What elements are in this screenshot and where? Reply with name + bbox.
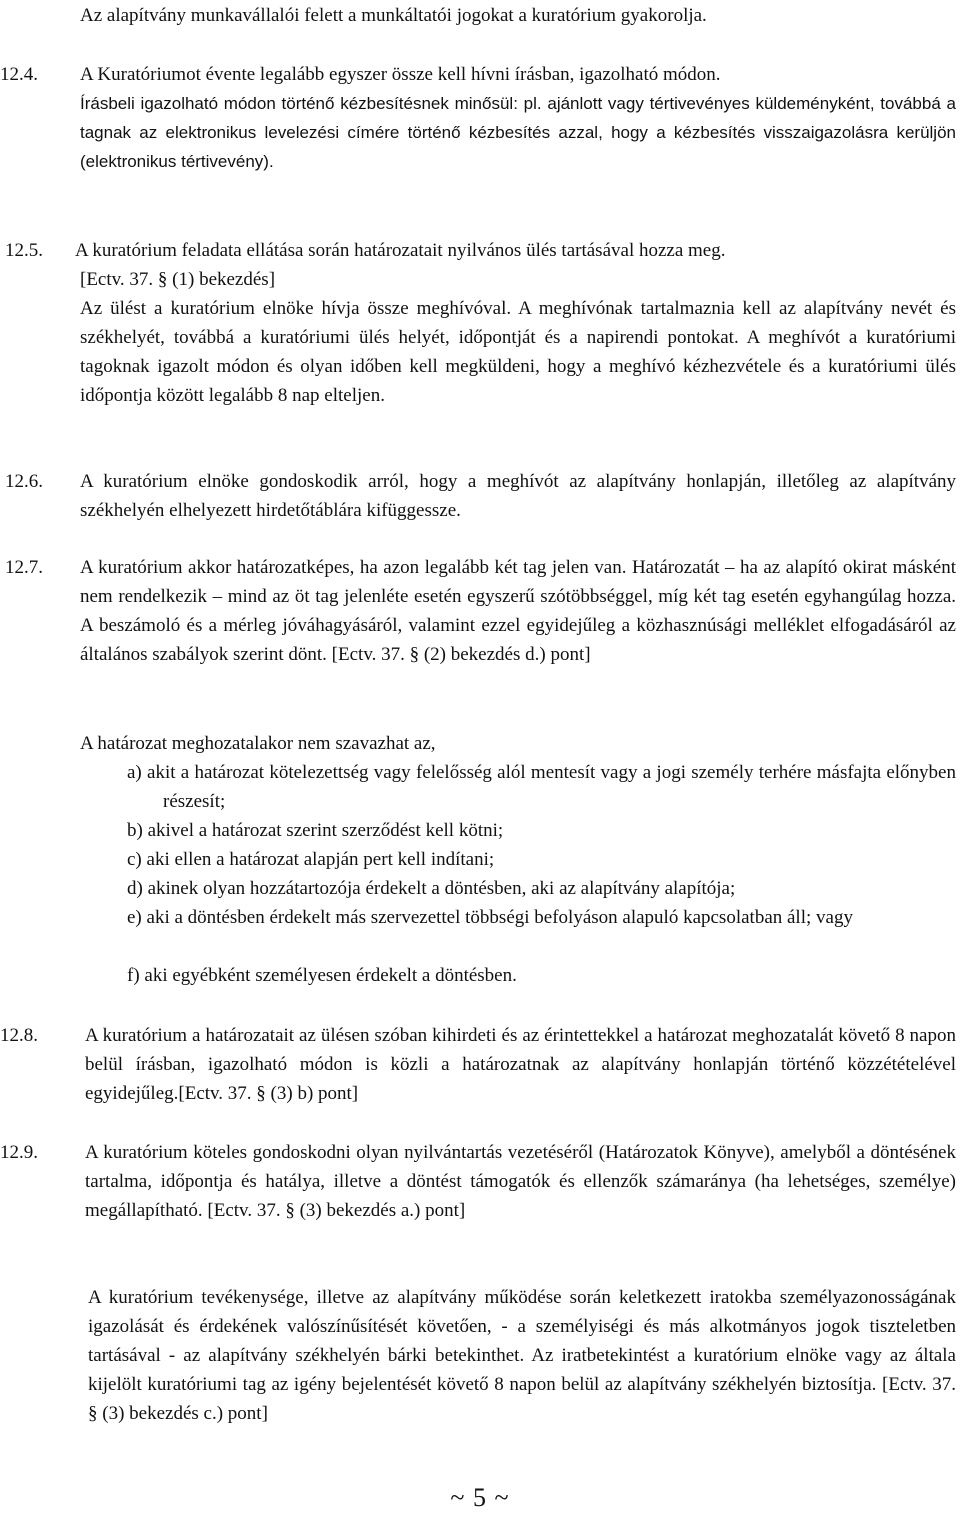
- list-item: b) akivel a határozat szerint szerződést kell kötni;: [127, 820, 504, 841]
- section-number: 12.7.: [5, 557, 43, 578]
- list-item: d) akinek olyan hozzátartozója érdekelt a döntésben, aki az alapítvány alapítója;: [127, 878, 736, 899]
- section-paragraph: A kuratórium a határozatait az ülésen szóban kihirdeti és az érintettekkel a határozat meghozatalát követő 8 napon belül írásban, igazolható módon is közli a határozatnak az alapítvány honlapján történő közzétételével egyidejűleg.[Ectv. 37. § (3) b) pont]: [85, 1025, 956, 1104]
- section-number: 12.8.: [0, 1025, 38, 1046]
- list-item: e) aki a döntésben érdekelt más szervezettel többségi befolyáson alapuló kapcsolatban áll; vagy: [127, 907, 853, 928]
- section-first-line: A kuratórium feladata ellátása során határozatait nyilvános ülés tartásával hozza meg.: [75, 240, 726, 261]
- intro-paragraph: Az alapítvány munkavállalói felett a munkáltatói jogokat a kuratórium gyakorolja.: [80, 5, 707, 26]
- section-number: 12.9.: [0, 1142, 38, 1163]
- section-number: 12.4.: [0, 64, 38, 85]
- section-number: 12.6.: [5, 471, 43, 492]
- legal-reference: [Ectv. 37. § (1) bekezdés]: [80, 269, 276, 290]
- list-item: c) aki ellen a határozat alapján pert kell indítani;: [127, 849, 495, 870]
- list-intro: A határozat meghozatalakor nem szavazhat az,: [80, 733, 436, 754]
- section-number: 12.5.: [5, 240, 43, 261]
- page-number: ~ 5 ~: [450, 1483, 510, 1512]
- section-paragraph: Az ülést a kuratórium elnöke hívja össze meghívóval. A meghívónak tartalmaznia kell az alapítvány nevét és székhelyét, továbbá a kuratóriumi ülés helyét, időpontját és a napirendi pontokat. A meghívót a kuratóriumi tagoknak igazolt módon és olyan időben kell megküldeni, hogy a meghívó kézhezvétele és a kuratóriumi ülés időpontja között legalább 8 nap elteljen.: [80, 298, 956, 406]
- section-paragraph: A kuratórium elnöke gondoskodik arról, hogy a meghívót az alapítvány honlapján, illetőleg az alapítvány székhelyén elhelyezett hirdetőtáblára kifüggessze.: [80, 471, 956, 521]
- section-paragraph: A kuratórium köteles gondoskodni olyan nyilvántartás vezetéséről (Határozatok Könyve), amelyből a döntésének tartalma, időpontja és hatálya, illetve a döntést támogatók és ellenzők számaránya (ha lehetséges, személye) megállapítható. [Ectv. 37. § (3) bekezdés a.) pont]: [85, 1142, 956, 1221]
- section-paragraph: A kuratórium akkor határozatképes, ha azon legalább két tag jelen van. Határozatát – ha az alapító okirat másként nem rendelkezik – mind az öt tag jelenléte esetén egyszerű szótöbbséggel, míg két tag esetén egyhangúlag hozza. A beszámoló és a mérleg jóváhagyásáról, valamint ezzel egyidejűleg a közhasznúsági melléklet elfogadásáról az általános szabályok szerint dönt. [Ectv. 37. § (2) bekezdés d.) pont]: [80, 557, 956, 665]
- list-item: f) aki egyébként személyesen érdekelt a döntésben.: [127, 965, 517, 986]
- section-paragraph-2: A kuratórium tevékenysége, illetve az alapítvány működése során keletkezett iratokba személyazonosságának igazolását és érdekének valószínűsítését követően, - a személyiségi és más alkotmányos jogok tiszteletben tartásával - az alapítvány székhelyén bárki betekinthet. Az iratbetekintést a kuratórium elnöke vagy az általa kijelölt kuratóriumi tag az igény bejelentését követő 8 napon belül az alapítvány székhelyén biztosítja. [Ectv. 37. § (3) bekezdés c.) pont]: [88, 1287, 956, 1424]
- section-first-line: A Kuratóriumot évente legalább egyszer össze kell hívni írásban, igazolható módon.: [80, 64, 721, 85]
- list-item: a) akit a határozat kötelezettség vagy felelősség alól mentesít vagy a jogi személy terhére másfajta előnyben részesít;: [127, 762, 956, 812]
- section-paragraph: Írásbeli igazolható módon történő kézbesítésnek minősül: pl. ajánlott vagy tértivevényes küldeményként, továbbá a tagnak az elektronikus levelezési címére történő kézbesítés azzal, hogy a kézbesítés visszaigazolásra kerüljön (elektronikus tértivevény).: [80, 94, 956, 171]
